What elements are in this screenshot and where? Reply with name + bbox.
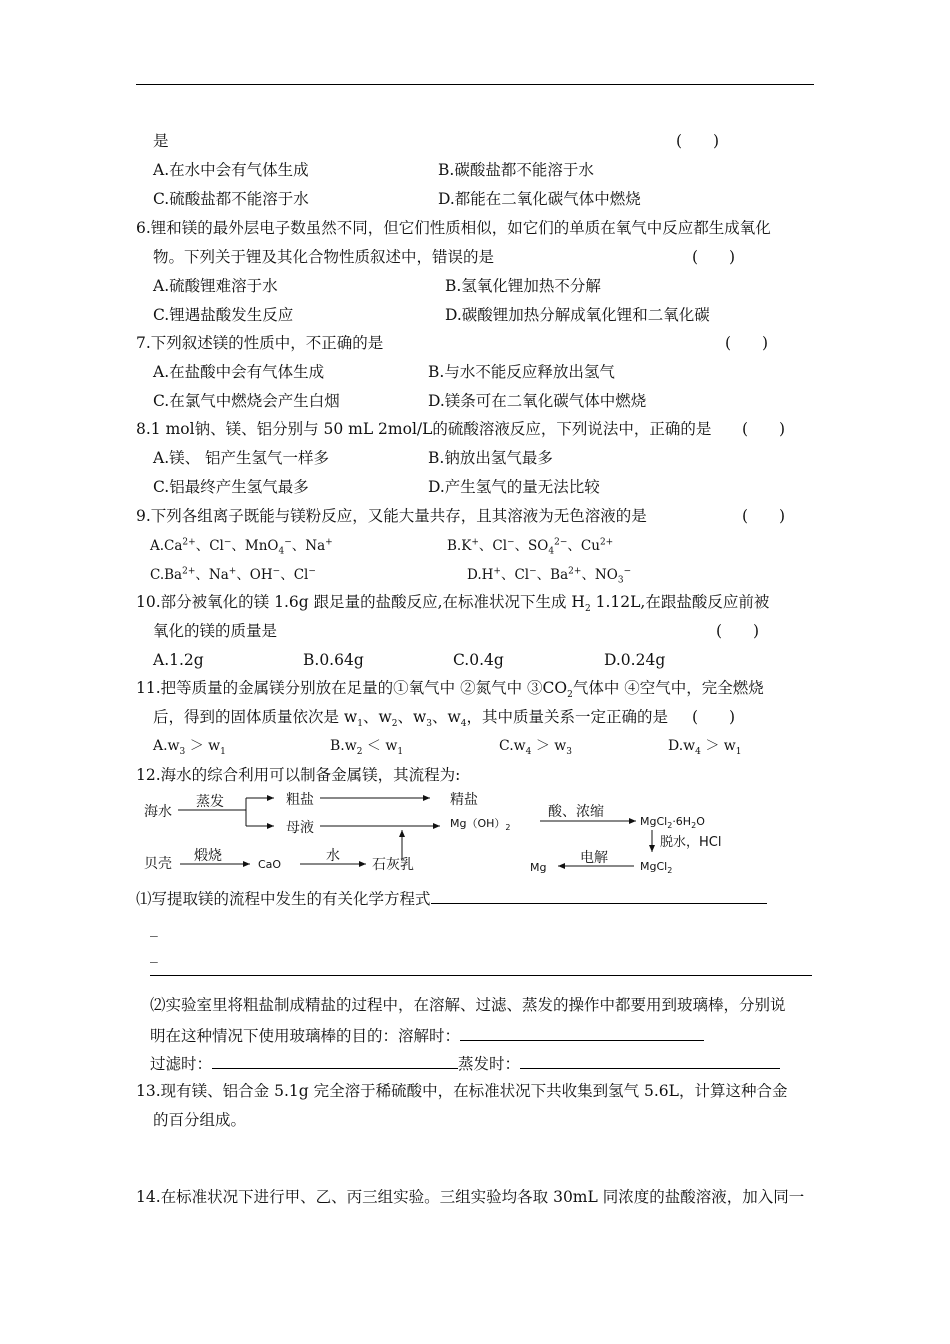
q9-answer-paren: ( ) <box>742 507 786 525</box>
q11-option-c: $C.w_4 > w_3$ <box>499 738 573 757</box>
q11-option-d: $D.w_4 > w_1$ <box>668 738 742 757</box>
mg-label: Mg <box>530 861 547 874</box>
fine-salt-label: 精盐 <box>450 792 478 808</box>
shell-label: 贝壳 <box>144 856 172 872</box>
q10-option-b: B.0.64g <box>303 651 364 669</box>
q8-option-c: C.铝最终产生氢气最多 <box>153 478 309 496</box>
q12-sub1: ⑴写提取镁的流程中发生的有关化学方程式 <box>136 887 767 909</box>
q10-stem-line2: 氧化的镁的质量是 <box>153 622 278 640</box>
dissolve-answer-line[interactable] <box>460 1024 704 1041</box>
mgcl2-label: MgCl$_2$ <box>640 860 673 875</box>
q5-answer-paren: ( ) <box>676 132 720 150</box>
q9-option-b: B.K+、Cl−、$SO_4^{2-}$、$Cu^{2+}$ <box>447 537 614 557</box>
q12-answer-full-line[interactable] <box>150 975 812 976</box>
q5-option-c: C.硫酸盐都不能溶于水 <box>153 190 309 208</box>
q12-sub2-line3: 过滤时： 蒸发时： <box>150 1052 780 1074</box>
q7-option-d: D.镁条可在二氧化碳气体中燃烧 <box>428 392 647 410</box>
q12-sub2-line1: ⑵实验室里将粗盐制成精盐的过程中，在溶解、过滤、蒸发的操作中都要用到玻璃棒，分别说 <box>150 996 786 1014</box>
lime-milk-label: 石灰乳 <box>372 857 414 873</box>
q6-option-b: B.氢氧化锂加热不分解 <box>445 277 601 295</box>
q13-stem-line2: 的百分组成。 <box>153 1111 247 1129</box>
q14-stem-line1: 14.在标准状况下进行甲、乙、丙三组实验。三组实验均各取 30mL 同浓度的盐酸溶液，加入同一 <box>136 1188 805 1206</box>
q7-option-a: A.在盐酸中会有气体生成 <box>153 363 325 381</box>
q13-stem-line1: 13.现有镁、铝合金 5.1g 完全溶于稀硫酸中，在标准状况下共收集到氢气 5.6L，计算这种合金 <box>136 1082 788 1100</box>
mother-liquor-label: 母液 <box>286 820 314 836</box>
q8-option-d: D.产生氢气的量无法比较 <box>428 478 600 496</box>
q10-option-c: C.0.4g <box>453 651 504 669</box>
q6-stem-line1: 6.锂和镁的最外层电子数虽然不同，但它们性质相似，如它们的单质在氧气中反应都生成氧化 <box>136 219 771 237</box>
cao-label: CaO <box>258 858 282 871</box>
evaporate-label: 蒸发 <box>196 794 224 810</box>
q10-answer-paren: ( ) <box>716 622 760 640</box>
dehydrate-label: 脱水，HCl <box>660 835 722 850</box>
q5-option-b: B.碳酸盐都不能溶于水 <box>438 161 594 179</box>
q5-option-a: A.在水中会有气体生成 <box>153 161 309 179</box>
q6-answer-paren: ( ) <box>692 248 736 266</box>
q8-stem: 8.1 mol钠、镁、铝分别与 50 mL 2mol/L的硫酸溶液反应，下列说法中，正确的是 <box>136 420 712 438</box>
q7-stem: 7.下列叙述镁的性质中，不正确的是 <box>136 334 384 352</box>
q8-option-b: B.钠放出氢气最多 <box>428 449 553 467</box>
header-rule <box>136 84 814 85</box>
filter-answer-line[interactable] <box>212 1052 458 1069</box>
q12-dash2: _ <box>150 945 158 963</box>
q12-sub1-answer-line[interactable] <box>431 887 767 904</box>
q9-option-c: $C.Ba^{2+}$、Na+、OH−、Cl− <box>150 566 316 583</box>
q6-option-c: C.锂遇盐酸发生反应 <box>153 306 294 324</box>
acid-conc-label: 酸、浓缩 <box>548 804 604 820</box>
calcine-label: 煅烧 <box>194 848 222 864</box>
evaporate-answer-line[interactable] <box>520 1052 780 1069</box>
q12-dash1: _ <box>150 919 158 937</box>
q8-option-a: A.镁、 铝产生氢气一样多 <box>153 449 330 467</box>
magnesium-flow-diagram <box>140 788 780 880</box>
crude-salt-label: 粗盐 <box>286 792 314 808</box>
q6-option-d: D.碳酸锂加热分解成氧化锂和二氧化碳 <box>445 306 710 324</box>
q10-option-a: A.1.2g <box>153 651 204 669</box>
q7-option-c: C.在氯气中燃烧会产生白烟 <box>153 392 340 410</box>
water-label: 水 <box>326 848 340 864</box>
q11-option-a: $A.w_3 > w_1$ <box>153 738 226 757</box>
q7-option-b: B.与水不能反应释放出氢气 <box>428 363 615 381</box>
q11-option-b: $B.w_2 < w_1$ <box>330 738 404 757</box>
q9-option-d: D.H+、Cl−、$Ba^{2+}$、$NO_3^-$ <box>467 566 632 586</box>
q5-continuation: 是 <box>153 132 169 150</box>
q6-option-a: A.硫酸锂难溶于水 <box>153 277 278 295</box>
q11-answer-paren: ( ) <box>692 708 736 726</box>
electrolysis-label: 电解 <box>580 850 608 866</box>
mgcl2-hydrate-label: $MgCl_2\cdot 6H_2O$ <box>640 815 705 830</box>
seawater-label: 海水 <box>144 804 172 820</box>
q11-stem-line1: 11.把等质量的金属镁分别放在足量的①氧气中 ②氮气中 $③CO_2$气体中 ④空气中，完全燃烧 <box>136 679 764 701</box>
q12-stem: 12.海水的综合利用可以制备金属镁，其流程为: <box>136 766 461 784</box>
mgoh2-label: $Mg(OH)_2$ <box>450 817 511 832</box>
q11-stem-line2: 后，得到的固体质量依次是 $w_1$、$w_2$、$w_3$、$w_4$，其中质量关系一定正确的是 <box>153 708 668 730</box>
q12-sub2-line2: 明在这种情况下使用玻璃棒的目的：溶解时： <box>150 1024 704 1046</box>
q8-answer-paren: ( ) <box>742 420 786 438</box>
q6-stem-line2: 物。下列关于锂及其化合物性质叙述中，错误的是 <box>153 248 495 266</box>
q9-option-a: $A.Ca^{2+}$、Cl−、MnO$_4$−、Na+ <box>150 537 333 557</box>
q9-stem: 9.下列各组离子既能与镁粉反应，又能大量共存，且其溶液为无色溶液的是 <box>136 507 647 525</box>
q7-answer-paren: ( ) <box>725 334 769 352</box>
q10-option-d: D.0.24g <box>604 651 666 669</box>
q10-stem-line1: 10.部分被氧化的镁 1.6g 跟足量的盐酸反应,在标准状况下生成 $H_2$ 1.12L,在跟盐酸反应前被 <box>136 593 770 615</box>
q5-option-d: D.都能在二氧化碳气体中燃烧 <box>438 190 641 208</box>
